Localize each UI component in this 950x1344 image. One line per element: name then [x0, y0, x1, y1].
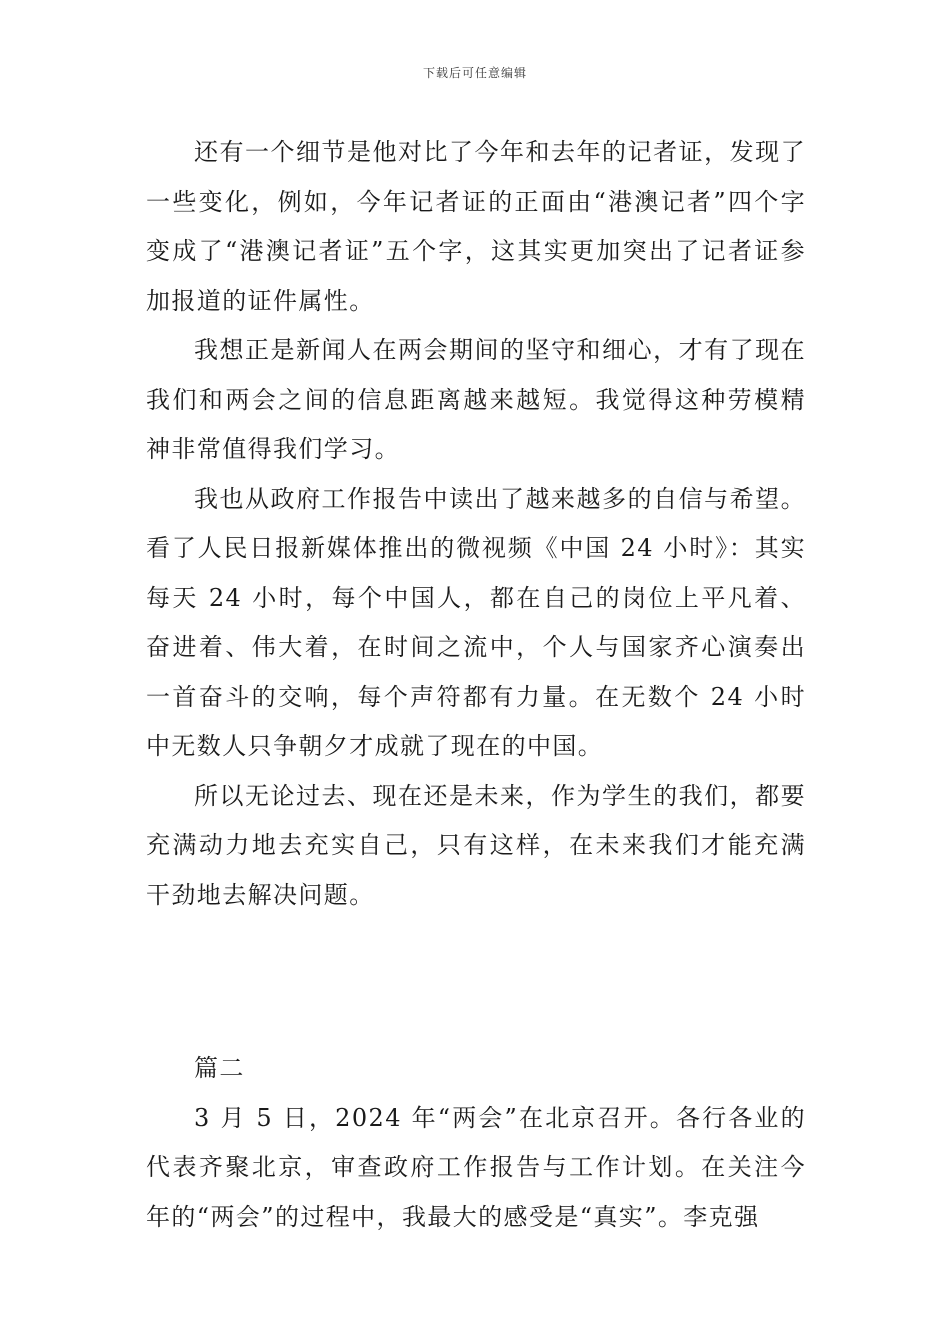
section-title: 篇二 — [194, 1054, 245, 1082]
document-body — [146, 128, 806, 1242]
section-paragraph-1: 3 月 5 日，2024 年“两会”在北京召开。各行各业的代表齐聚北京，审查政府工作报告与工作计划。在关注今年的“两会”的过程中，我最大的感受是“真实”。李克强 — [146, 1103, 806, 1231]
paragraph-4: 所以无论过去、现在还是未来，作为学生的我们，都要充满动力地去充实自己，只有这样，在未来我们才能充满干劲地去解决问题。 — [146, 781, 806, 909]
header-note: 下载后可任意编辑 — [422, 66, 527, 80]
paragraph-2: 我想正是新闻人在两会期间的坚守和细心，才有了现在我们和两会之间的信息距离越来越短。我觉得这种劳模精神非常值得我们学习。 — [146, 336, 806, 463]
paragraph-3: 我也从政府工作报告中读出了越来越多的自信与希望。看了人民日报新媒体推出的微视频《中国 24 小时》：其实每天 24 小时，每个中国人，都在自己的岗位上平凡着、奋进着、伟大着，在时间之流中，个人与国家齐心演奏出一首奋斗的交响，每个声符都有力量。在无数个 24 小时中无数人只争朝夕才成就了现在的中国。 — [146, 484, 806, 760]
paragraph-1: 还有一个细节是他对比了今年和去年的记者证，发现了一些变化，例如，今年记者证的正面由“港澳记者”四个字变成了“港澳记者证”五个字，这其实更加突出了记者证参加报道的证件属性。 — [146, 138, 806, 315]
